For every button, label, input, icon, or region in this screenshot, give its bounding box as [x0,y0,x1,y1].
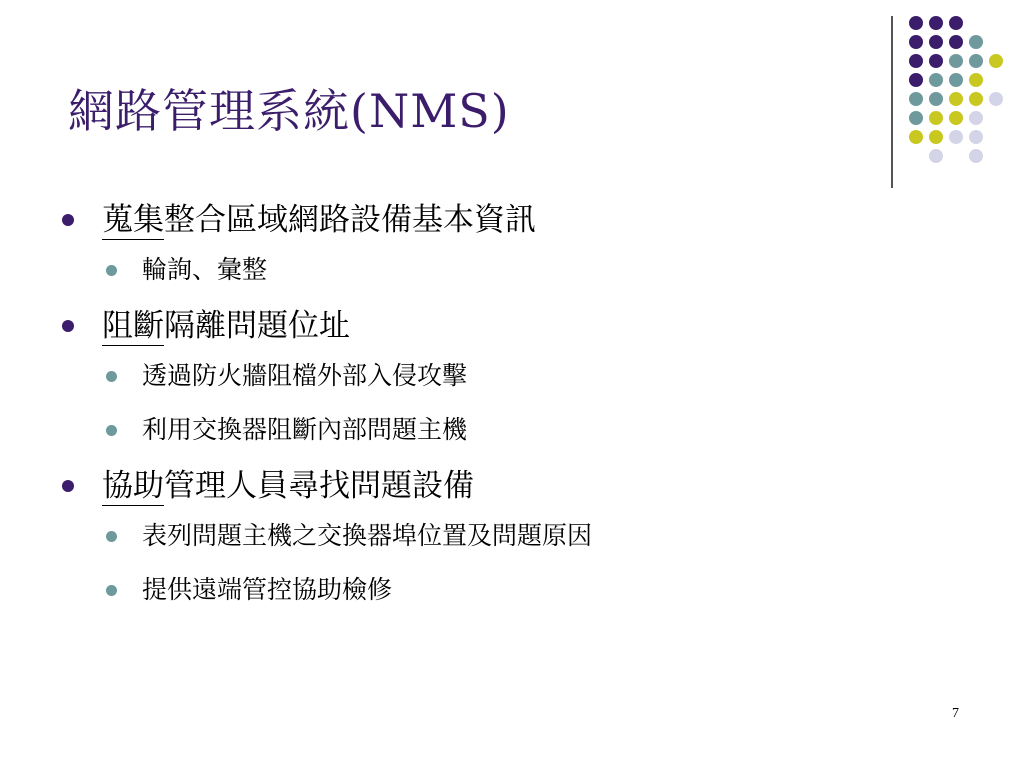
decor-dot [909,111,923,125]
bullet-list [62,200,962,626]
sub-bullet-text: 提供遠端管控協助檢修 [142,575,393,604]
sub-bullet-item [62,572,962,608]
decor-dot [969,149,983,163]
sub-bullet-dot [106,371,117,382]
underlined-keyword: 阻斷 [102,308,164,344]
decor-dot [949,92,963,106]
bullet-rest-text: 隔離問題位址 [164,308,350,344]
decor-dot [969,130,983,144]
decor-dot [909,73,923,87]
decor-dot [969,92,983,106]
title-divider-line [891,16,893,188]
bullet-text [102,466,474,506]
bullet-rest-text: 管理人員尋找問題設備 [164,468,474,504]
decor-dot [949,111,963,125]
sub-bullet-item [62,518,962,554]
sub-bullet-text: 利用交換器阻斷內部問題主機 [142,415,468,444]
decor-dot [949,73,963,87]
sub-bullet-dot [106,265,117,276]
sub-bullet-item [62,358,962,394]
bullet-dot [62,214,74,226]
bullet-item [62,466,962,506]
bullet-text [102,306,350,346]
sub-bullet-text: 表列問題主機之交換器埠位置及問題原因 [142,521,593,550]
dot-grid-decoration [905,12,1005,172]
page-number: 7 [952,706,959,721]
bullet-dot [62,480,74,492]
decor-dot [949,16,963,30]
decor-dot [929,149,943,163]
sub-bullet-text: 透過防火牆阻檔外部入侵攻擊 [142,361,468,390]
bullet-dot [62,320,74,332]
decor-dot [929,54,943,68]
sub-bullet-dot [106,531,117,542]
decor-dot [929,92,943,106]
sub-bullet-item [62,252,962,288]
decor-dot [969,35,983,49]
decor-dot [929,130,943,144]
decor-dot [969,111,983,125]
decor-dot [989,92,1003,106]
decor-dot [909,54,923,68]
decor-dot [929,73,943,87]
decor-dot [929,16,943,30]
decor-dot [949,130,963,144]
decor-dot [949,35,963,49]
sub-bullet-dot [106,585,117,596]
sub-bullet-text: 輪詢、彙整 [142,255,268,284]
sub-bullet-item [62,412,962,448]
bullet-item [62,200,962,240]
decor-dot [909,92,923,106]
bullet-rest-text: 整合區域網路設備基本資訊 [164,202,536,238]
decor-dot [929,35,943,49]
decor-dot [909,16,923,30]
decor-dot [929,111,943,125]
decor-dot [969,73,983,87]
slide-title: 網路管理系統(NMS) [68,84,510,138]
decor-dot [969,54,983,68]
decor-dot [949,54,963,68]
underlined-keyword: 協助 [102,468,164,504]
decor-dot [989,54,1003,68]
decor-dot [909,130,923,144]
bullet-text [102,200,536,240]
sub-bullet-dot [106,425,117,436]
bullet-item [62,306,962,346]
decor-dot [909,35,923,49]
underlined-keyword: 蒐集 [102,202,164,238]
